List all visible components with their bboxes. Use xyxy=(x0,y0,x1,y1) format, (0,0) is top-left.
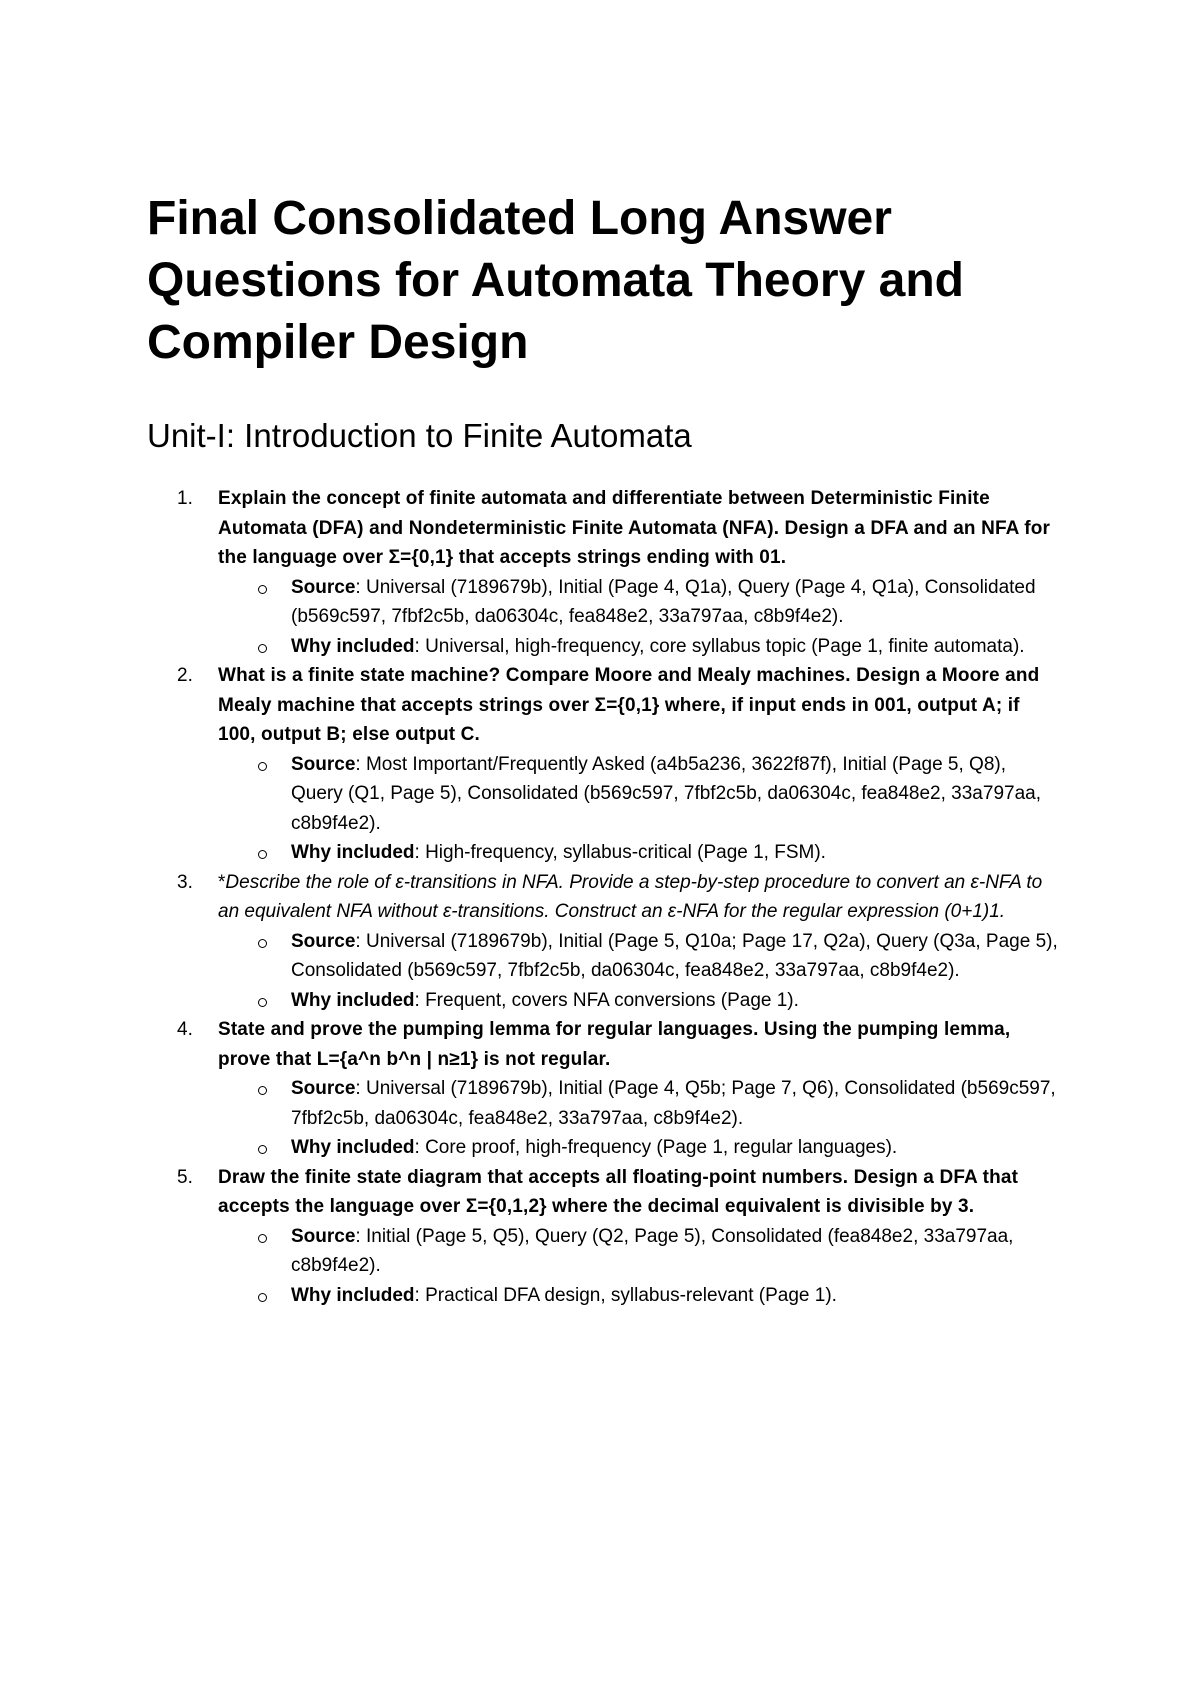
hollow-bullet-icon xyxy=(258,644,267,653)
question-number: 2. xyxy=(177,665,193,686)
question-item xyxy=(177,1163,1058,1311)
why-text: Frequent, covers NFA conversions (Page 1). xyxy=(425,989,799,1011)
why-label: Why included xyxy=(291,842,415,863)
question-number: 1. xyxy=(177,488,193,509)
source-label: Source xyxy=(291,753,356,775)
why-label: Why included xyxy=(291,635,415,657)
question-item xyxy=(177,661,1058,868)
source-label: Source xyxy=(291,1225,356,1247)
source-label: Source xyxy=(291,930,356,952)
hollow-bullet-icon xyxy=(258,762,267,771)
question-item xyxy=(177,484,1058,661)
why-label: Why included xyxy=(291,1137,415,1158)
why-text: Universal, high-frequency, core syllabus topic (Page 1, finite automata). xyxy=(425,635,1025,657)
question-item xyxy=(177,1015,1058,1163)
hollow-bullet-icon xyxy=(258,1145,267,1154)
why-text: High-frequency, syllabus-critical (Page 1, FSM). xyxy=(425,842,826,863)
source-line: Source: Universal (7189679b), Initial (Page 5, Q10a; Page 17, Q2a), Query (Q3a, Page 5), Consolidated (b569c597, 7fbf2c5b, da06304c, fea848e2, 33a797aa, c8b9f4e2). xyxy=(291,927,1058,986)
why-line: Why included: High-frequency, syllabus-critical (Page 1, FSM). xyxy=(291,838,1058,868)
hollow-bullet-icon xyxy=(258,1293,267,1302)
hollow-bullet-icon xyxy=(258,850,267,859)
hollow-bullet-icon xyxy=(258,998,267,1007)
source-text: Universal (7189679b), Initial (Page 4, Q1a), Query (Page 4, Q1a), Consolidated (b569c597, 7fbf2c5b, da06304c, fea848e2, 33a797aa, c8b9f4e2). xyxy=(291,576,1036,627)
question-number: 5. xyxy=(177,1166,193,1188)
hollow-bullet-icon xyxy=(258,1234,267,1243)
unit-heading: Unit-I: Introduction to Finite Automata xyxy=(147,417,692,454)
question-details xyxy=(218,1222,1058,1311)
why-line: Why included: Core proof, high-frequency (Page 1, regular languages). xyxy=(291,1133,1058,1163)
source-label: Source xyxy=(291,1078,356,1099)
source-line: Source: Universal (7189679b), Initial (Page 4, Q1a), Query (Page 4, Q1a), Consolidated (b569c597, 7fbf2c5b, da06304c, fea848e2, 33a797aa, c8b9f4e2). xyxy=(291,573,1058,632)
question-details xyxy=(218,750,1058,868)
why-line: Why included: Practical DFA design, syllabus-relevant (Page 1). xyxy=(291,1281,1058,1311)
why-text: Practical DFA design, syllabus-relevant (Page 1). xyxy=(425,1284,837,1306)
question-text: Draw the finite state diagram that accepts all floating-point numbers. Design a DFA that accepts the language over Σ={0,1,2} where the decimal equivalent is divisible by 3. xyxy=(218,1166,1019,1217)
hollow-bullet-icon xyxy=(258,1086,267,1095)
why-line: Why included: Universal, high-frequency, core syllabus topic (Page 1, finite automata). xyxy=(291,632,1058,662)
why-text: Core proof, high-frequency (Page 1, regular languages). xyxy=(425,1137,898,1158)
why-line: Why included: Frequent, covers NFA conversions (Page 1). xyxy=(291,986,1058,1016)
question-text: *Describe the role of ε-transitions in NFA. Provide a step-by-step procedure to convert an ε-NFA to an equivalent NFA without ε-transitions. Construct an ε-NFA for the regular expression (0+1)1. xyxy=(218,871,1043,922)
why-label: Why included xyxy=(291,989,415,1011)
question-prefix: * xyxy=(218,871,226,893)
question-text: Explain the concept of finite automata and differentiate between Deterministic Finite Automata (DFA) and Nondeterministic Finite Automata (NFA). Design a DFA and an NFA for the language over Σ={0,1} that accepts strings ending with 01. xyxy=(218,488,1051,568)
question-number: 4. xyxy=(177,1019,193,1040)
question-details xyxy=(218,573,1058,662)
source-label: Source xyxy=(291,576,356,598)
hollow-bullet-icon xyxy=(258,585,267,594)
question-number: 3. xyxy=(177,871,193,893)
source-line: Source: Universal (7189679b), Initial (Page 4, Q5b; Page 7, Q6), Consolidated (b569c597, 7fbf2c5b, da06304c, fea848e2, 33a797aa, c8b9f4e2). xyxy=(291,1074,1058,1133)
why-label: Why included xyxy=(291,1284,415,1306)
hollow-bullet-icon xyxy=(258,939,267,948)
question-text: What is a finite state machine? Compare Moore and Mealy machines. Design a Moore and Mealy machine that accepts strings over Σ={0,1} where, if input ends in 001, output A; if 100, output B; else output C. xyxy=(218,665,1040,745)
document-title: Final Consolidated Long Answer Questions for Automata Theory and Compiler Design xyxy=(147,192,964,369)
source-line: Source: Initial (Page 5, Q5), Query (Q2, Page 5), Consolidated (fea848e2, 33a797aa, c8b9f4e2). xyxy=(291,1222,1058,1281)
question-details xyxy=(218,1074,1058,1163)
question-item xyxy=(177,868,1058,1016)
question-text: State and prove the pumping lemma for regular languages. Using the pumping lemma, prove that L={a^n b^n | n≥1} is not regular. xyxy=(218,1019,1011,1070)
question-details xyxy=(218,927,1058,1016)
source-text: Most Important/Frequently Asked (a4b5a236, 3622f87f), Initial (Page 5, Q8), Query (Q1, Page 5), Consolidated (b569c597, 7fbf2c5b, da06304c, fea848e2, 33a797aa, c8b9f4e2). xyxy=(291,753,1041,834)
source-text: Universal (7189679b), Initial (Page 5, Q10a; Page 17, Q2a), Query (Q3a, Page 5), Consolidated (b569c597, 7fbf2c5b, da06304c, fea848e2, 33a797aa, c8b9f4e2). xyxy=(291,930,1058,981)
source-text: Universal (7189679b), Initial (Page 4, Q5b; Page 7, Q6), Consolidated (b569c597, 7fbf2c5b, da06304c, fea848e2, 33a797aa, c8b9f4e2). xyxy=(291,1078,1056,1129)
question-list xyxy=(177,484,1058,1310)
source-line: Source: Most Important/Frequently Asked (a4b5a236, 3622f87f), Initial (Page 5, Q8), Query (Q1, Page 5), Consolidated (b569c597, 7fbf2c5b, da06304c, fea848e2, 33a797aa, c8b9f4e2). xyxy=(291,750,1058,839)
source-text: Initial (Page 5, Q5), Query (Q2, Page 5), Consolidated (fea848e2, 33a797aa, c8b9f4e2). xyxy=(291,1225,1014,1276)
